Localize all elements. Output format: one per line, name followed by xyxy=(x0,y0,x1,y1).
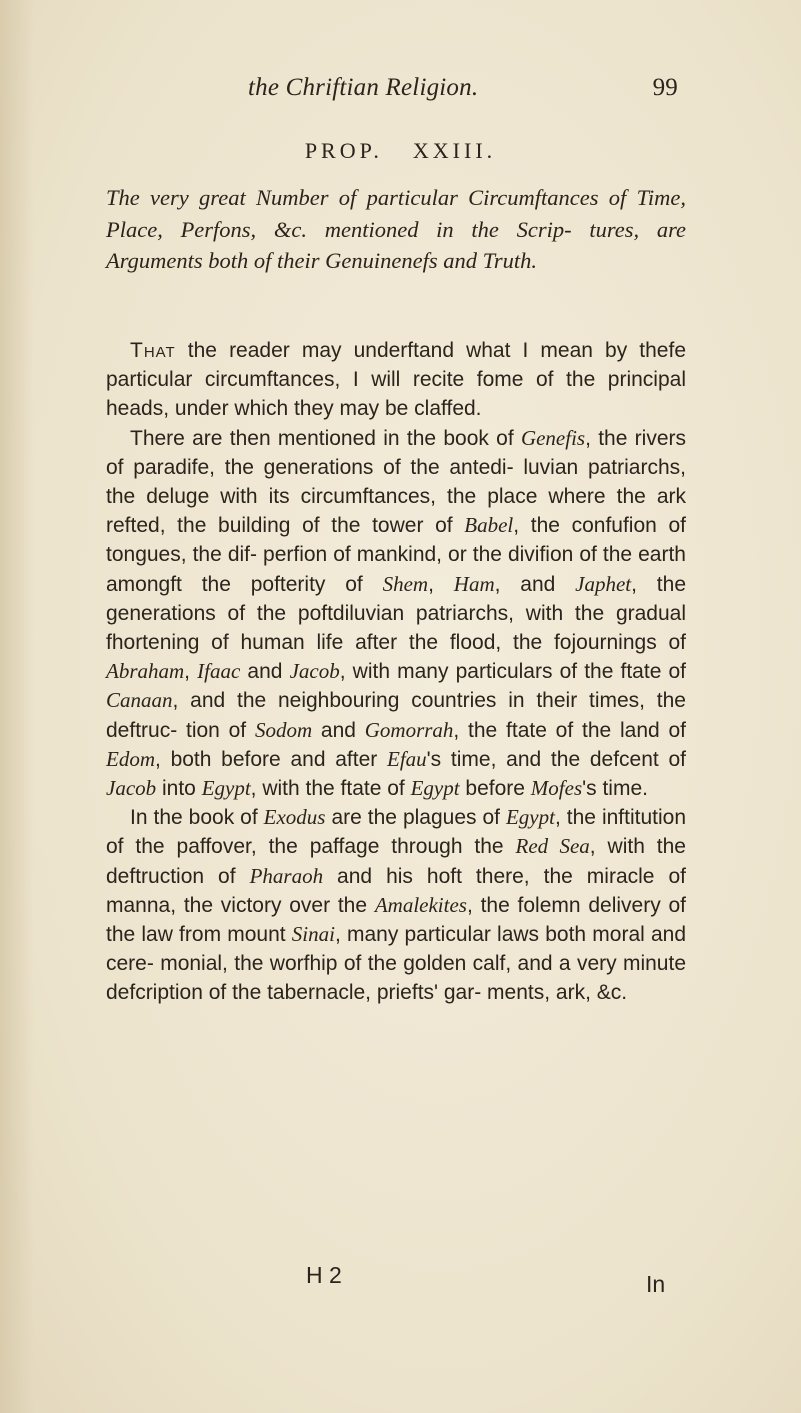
text-run: , xyxy=(184,660,198,684)
italic-name: Ifaac xyxy=(197,659,241,684)
italic-name: Sinai xyxy=(291,922,335,947)
text-run: , the generations of the poftdiluvian patriarchs, with the gradual fhortening of human life after the flood, the fojournings of xyxy=(106,572,686,655)
text-run: before xyxy=(459,777,531,801)
paragraph-2 xyxy=(106,424,686,804)
italic-name: Shem xyxy=(382,571,429,596)
text-run: , the confufion of tongues, the dif- perfion of mankind, or the divifion of the earth amongft the pofterity of xyxy=(106,514,686,596)
text-run: , the inftitution of the paffover, the paffage through the xyxy=(106,806,686,859)
page-edge-shadow xyxy=(0,0,34,1413)
paragraph-1-first-word: That xyxy=(130,339,176,362)
paragraph-3 xyxy=(106,803,686,1007)
body-text xyxy=(106,336,686,1008)
italic-name: Gomorrah xyxy=(364,717,454,742)
running-head xyxy=(248,74,678,108)
text-run: 's time. xyxy=(582,777,648,801)
text-run: are the plagues of xyxy=(325,806,506,830)
text-run: There are then mentioned in the book of xyxy=(130,426,521,450)
italic-name: Genefis xyxy=(520,425,586,450)
italic-name: Sodom xyxy=(254,717,313,742)
paragraph-1-text: the reader may underftand what I mean by thefe particular circumftances, I will recite fome of the principal heads, under which they may be claffed. xyxy=(106,339,686,421)
text-run: and xyxy=(312,718,365,742)
text-run: , both before and after xyxy=(155,747,387,771)
italic-name: Jacob xyxy=(106,776,157,801)
italic-name: Egypt xyxy=(505,805,555,830)
catchword: In xyxy=(646,1271,666,1297)
italic-name: Mofes xyxy=(530,776,583,801)
text-run: , xyxy=(428,572,454,596)
text-run: , and xyxy=(494,572,576,596)
italic-name: Edom xyxy=(106,746,155,771)
text-run: , the ftate of the land of xyxy=(453,718,686,742)
text-run: , with the deftruction of xyxy=(106,835,686,888)
proposition-heading xyxy=(0,138,801,164)
proposition-label: PROP. xyxy=(304,138,383,163)
text-run: , with the ftate of xyxy=(250,777,411,801)
italic-name: Red Sea xyxy=(515,834,590,859)
italic-name: Exodus xyxy=(263,805,326,830)
running-title: the Chriftian Religion. xyxy=(248,74,479,101)
text-run: and his hoft there, the miracle of manna, the victory over the xyxy=(106,864,686,917)
proposition-subtitle: The very great Number of particular Circumftances of Time, Place, Perfons, &c. mentioned in the Scrip- tures, are Arguments both of their Genuinenefs and Truth. xyxy=(106,185,686,273)
italic-name: Ham xyxy=(453,571,495,596)
italic-name: Egypt xyxy=(201,776,251,801)
text-run: In the book of xyxy=(130,806,264,830)
italic-name: Jacob xyxy=(289,659,340,684)
italic-name: Efau xyxy=(387,746,427,771)
text-run: , many particular laws both moral and cere- monial, the worfhip of the golden calf, and a very minute defcription of the tabernacle, priefts' gar- ments, ark, &c. xyxy=(106,923,686,1005)
text-run: , and the neighbouring countries in their times, the deftruc- tion of xyxy=(106,689,686,742)
proposition-number: XXIII. xyxy=(412,138,497,163)
italic-name: Amalekites xyxy=(374,892,467,917)
text-run: 's time, and the defcent of xyxy=(426,747,686,771)
text-run: into xyxy=(156,777,202,801)
italic-name: Canaan xyxy=(106,688,173,713)
signature-mark: H 2 xyxy=(306,1262,342,1288)
italic-name: Abraham xyxy=(106,659,185,684)
text-run: and xyxy=(240,660,290,684)
paragraph-1 xyxy=(106,336,686,424)
page-number: 99 xyxy=(652,74,678,101)
text-run: , the rivers of paradife, the generations of the antedi- luvian patriarchs, the deluge with its circumftances, the place where the ark refted, the building of the tower of xyxy=(106,426,686,538)
italic-name: Japhet xyxy=(575,571,632,596)
italic-name: Egypt xyxy=(410,776,460,801)
italic-name: Babel xyxy=(464,513,514,538)
italic-name: Pharaoh xyxy=(249,863,324,888)
text-run: , with many particulars of the ftate of xyxy=(339,660,686,684)
text-run: , the folemn delivery of the law from mount xyxy=(106,893,686,947)
